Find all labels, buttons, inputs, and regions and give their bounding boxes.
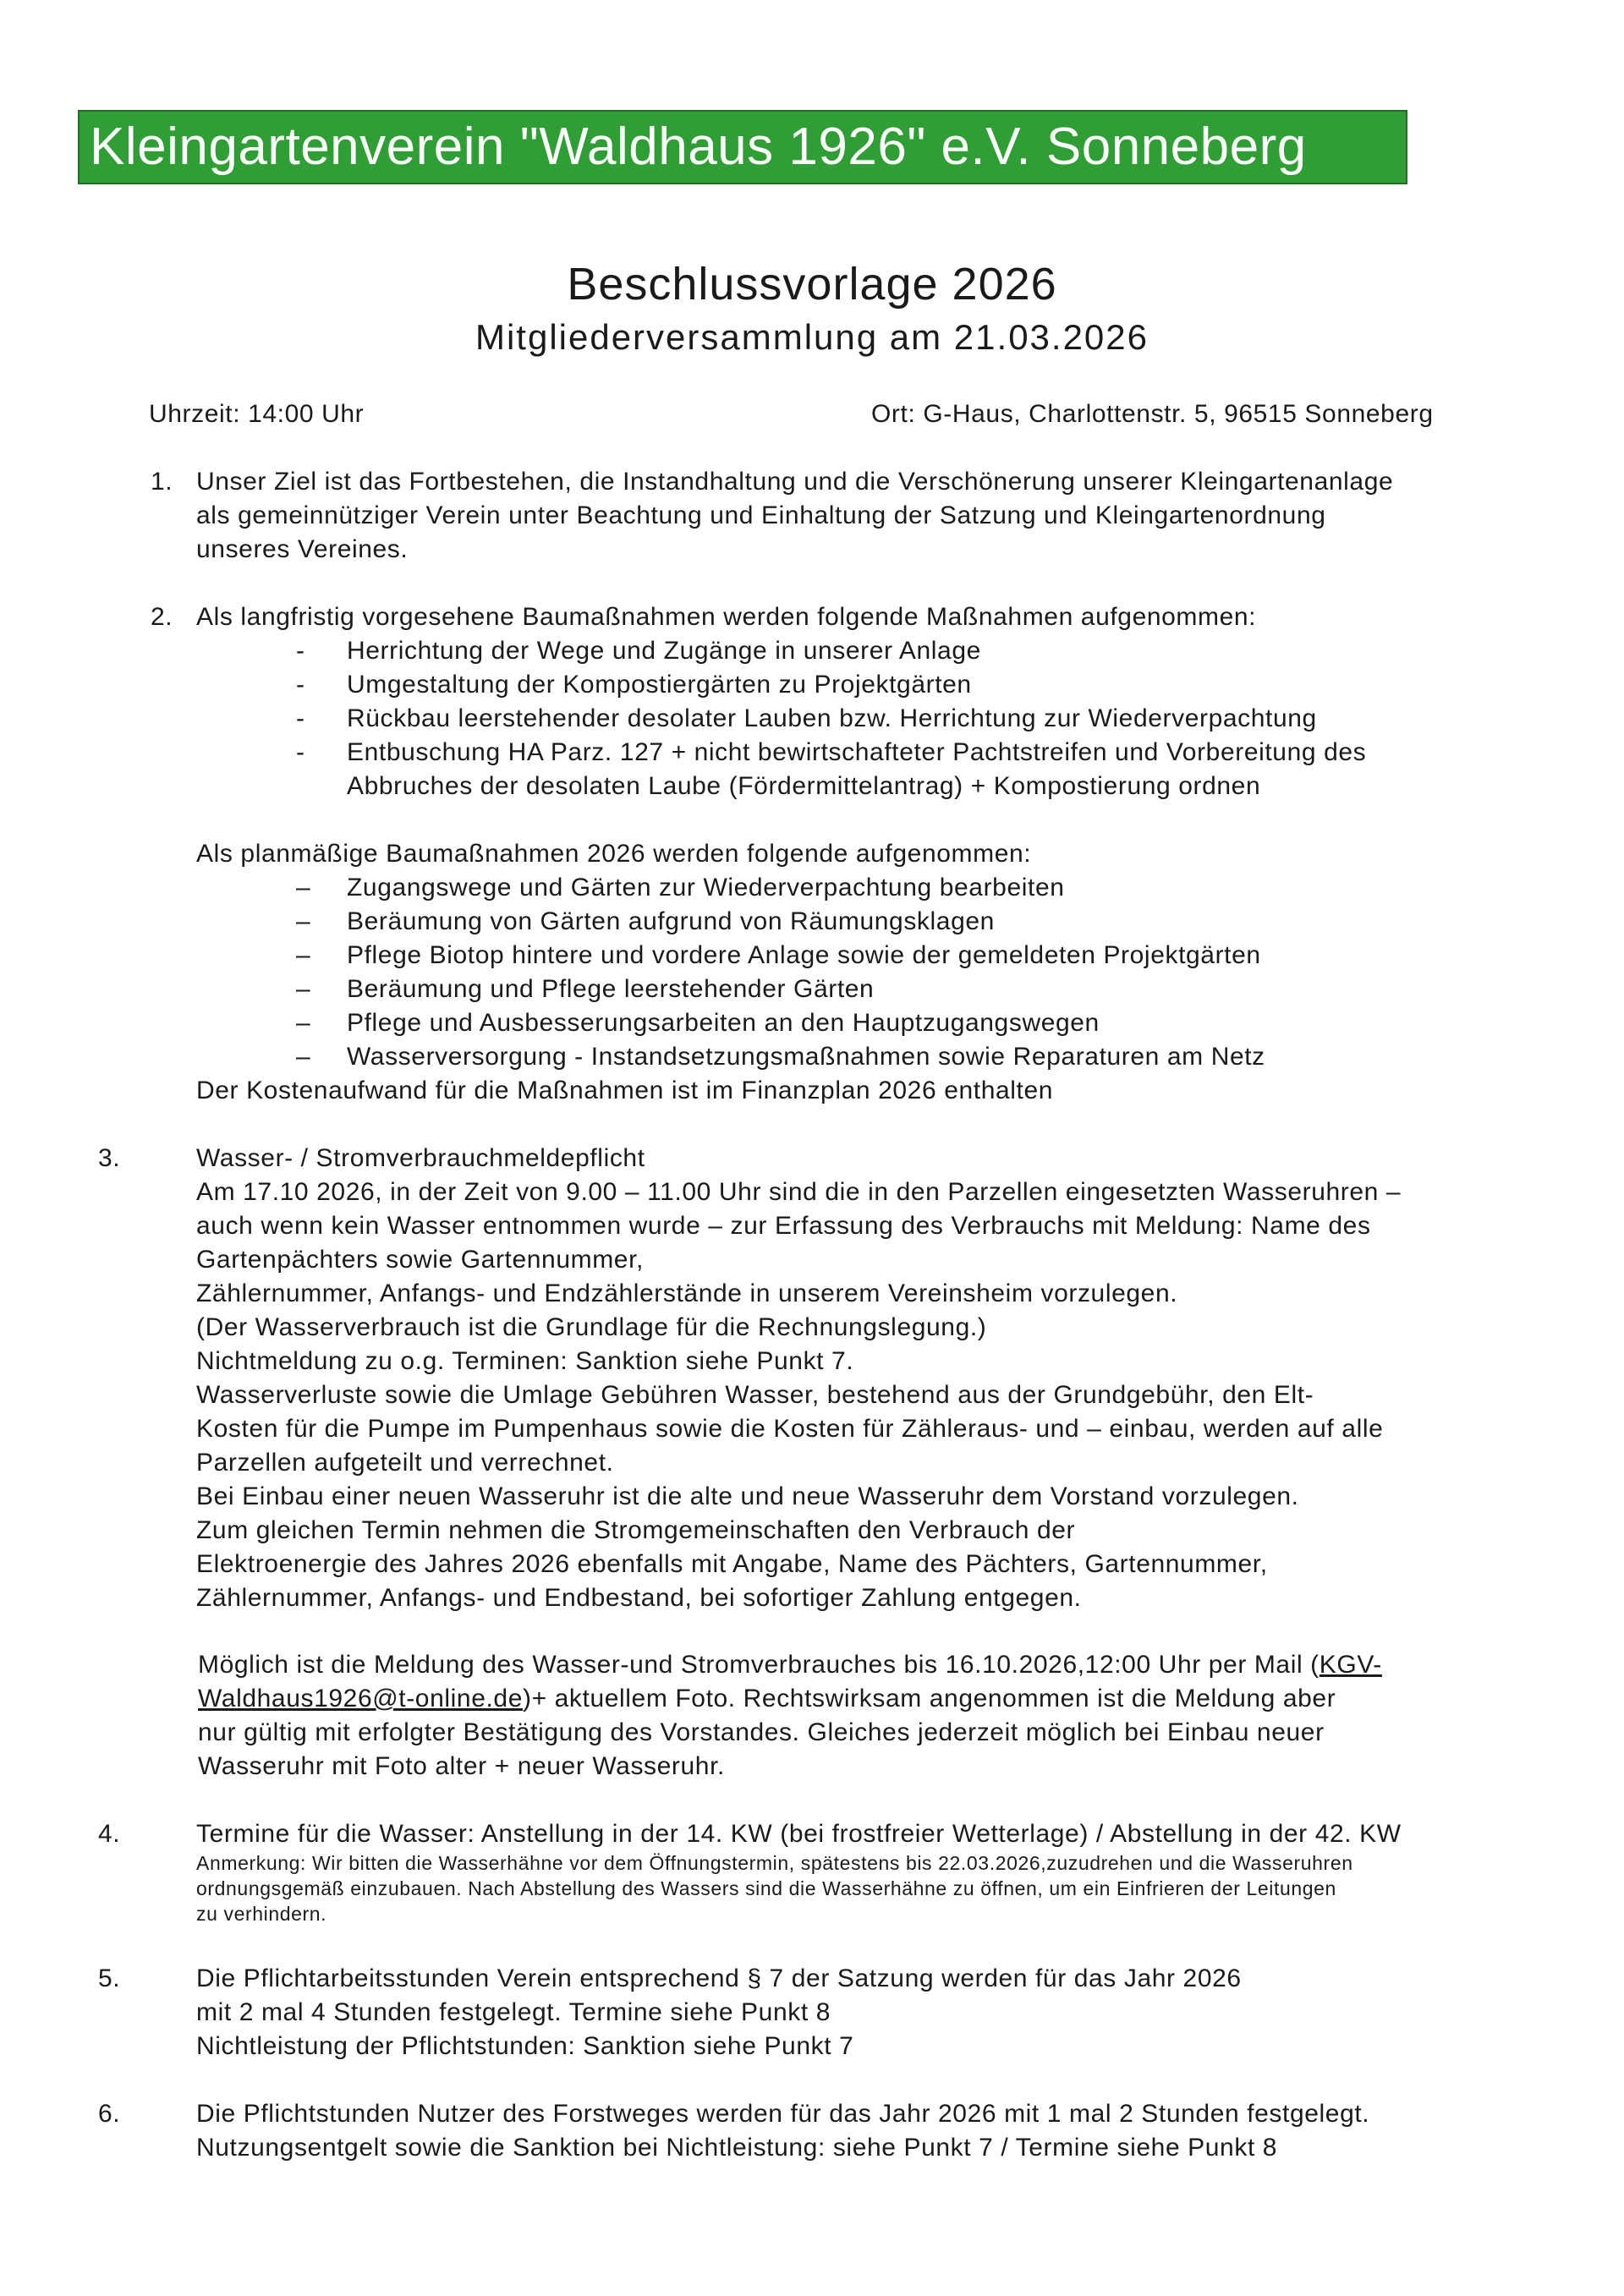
long-term-item: Herrichtung der Wege und Zugänge in unserer Anlage xyxy=(347,637,981,665)
bullet-dash: – xyxy=(296,941,311,969)
bullet-dash: - xyxy=(296,671,305,699)
section-3-line: Kosten für die Pumpe im Pumpenhaus sowie die Kosten für Zähleraus- und – einbau, werden auf alle xyxy=(196,1415,1384,1443)
section-3-line: Wasserverluste sowie die Umlage Gebühren Wasser, bestehend aus der Grundgebühr, den Elt- xyxy=(196,1381,1314,1409)
section-2-intro: Als langfristig vorgesehene Baumaßnahmen werden folgende Maßnahmen aufgenommen: xyxy=(196,603,1257,631)
meeting-place: Ort: G-Haus, Charlottenstr. 5, 96515 Sonneberg xyxy=(871,400,1434,428)
bullet-dash: – xyxy=(296,907,311,935)
planned-intro: Als planmäßige Baumaßnahmen 2026 werden folgende aufgenommen: xyxy=(196,840,1032,868)
meeting-time: Uhrzeit: 14:00 Uhr xyxy=(149,400,365,428)
club-name: Kleingartenverein "Waldhaus 1926" e.V. Sonneberg xyxy=(90,118,1307,176)
section-2-number: 2. xyxy=(151,603,173,631)
page-title: Beschlussvorlage 2026 xyxy=(567,259,1057,310)
section-3-line: Bei Einbau einer neuen Wasseruhr ist die alte und neue Wasseruhr dem Vorstand vorzulegen. xyxy=(196,1482,1299,1510)
section-4-note: zu verhindern. xyxy=(196,1903,327,1925)
section-4-note: ordnungsgemäß einzubauen. Nach Abstellung des Wassers sind die Wasserhähne zu öffnen, um ein Einfrieren der Leitungen xyxy=(196,1877,1336,1899)
section-3-line: Am 17.10 2026, in der Zeit von 9.00 – 11.00 Uhr sind die in den Parzellen eingesetzten Wasseruhren – xyxy=(196,1178,1402,1206)
email-link[interactable]: KGV- xyxy=(1319,1651,1382,1679)
bullet-dash: – xyxy=(296,975,311,1003)
mail-notice-text: )+ aktuellem Foto. Rechtswirksam angenommen ist die Meldung aber xyxy=(522,1685,1336,1712)
section-4-number: 4. xyxy=(98,1820,121,1848)
section-3-line: (Der Wasserverbrauch ist die Grundlage für die Rechnungslegung.) xyxy=(196,1313,987,1341)
planned-item: Wasserversorgung - Instandsetzungsmaßnahmen sowie Reparaturen am Netz xyxy=(347,1043,1265,1071)
planned-item: Pflege Biotop hintere und vordere Anlage sowie der gemeldeten Projektgärten xyxy=(347,941,1261,969)
section-5-line: Die Pflichtarbeitsstunden Verein entsprechend § 7 der Satzung werden für das Jahr 2026 xyxy=(196,1964,1242,1992)
section-3-line: Zählernummer, Anfangs- und Endbestand, bei sofortiger Zahlung entgegen. xyxy=(196,1584,1082,1612)
section-3-line: Nichtmeldung zu o.g. Terminen: Sanktion siehe Punkt 7. xyxy=(196,1347,854,1375)
section-4-note: Anmerkung: Wir bitten die Wasserhähne vor dem Öffnungstermin, spätestens bis 22.03.2026,zuzudrehen und die Wasseruhren xyxy=(196,1852,1353,1874)
mail-notice-text: Möglich ist die Meldung des Wasser-und Stromverbrauches bis 16.10.2026,12:00 Uhr per Mail ( xyxy=(198,1651,1320,1679)
bullet-dash: – xyxy=(296,1043,311,1071)
bullet-dash: - xyxy=(296,738,305,766)
section-6-line: Die Pflichtstunden Nutzer des Forstweges werden für das Jahr 2026 mit 1 mal 2 Stunden festgelegt. xyxy=(196,2100,1370,2128)
section-5-number: 5. xyxy=(98,1964,121,1992)
bullet-dash: - xyxy=(296,637,305,665)
planned-item: Zugangswege und Gärten zur Wiederverpachtung bearbeiten xyxy=(347,874,1065,901)
section-1-line: unseres Vereines. xyxy=(196,535,409,563)
planned-item: Beräumung von Gärten aufgrund von Räumungsklagen xyxy=(347,907,995,935)
cost-note: Der Kostenaufwand für die Maßnahmen ist im Finanzplan 2026 enthalten xyxy=(196,1077,1054,1104)
section-3-line: Gartenpächters sowie Gartennummer, xyxy=(196,1246,644,1274)
long-term-item: Rückbau leerstehender desolater Lauben bzw. Herrichtung zur Wiederverpachtung xyxy=(347,704,1317,732)
section-3-line: Zählernummer, Anfangs- und Endzählerstände in unserem Vereinsheim vorzulegen. xyxy=(196,1280,1178,1307)
section-3-line: Zum gleichen Termin nehmen die Stromgemeinschaften den Verbrauch der xyxy=(196,1516,1076,1544)
section-5-line: Nichtleistung der Pflichtstunden: Sanktion siehe Punkt 7 xyxy=(196,2032,854,2060)
section-6-number: 6. xyxy=(98,2100,121,2128)
section-3-heading: Wasser- / Stromverbrauchmeldepflicht xyxy=(196,1144,645,1172)
section-1-line: Unser Ziel ist das Fortbestehen, die Instandhaltung und die Verschönerung unserer Kleingartenanlage xyxy=(196,468,1394,496)
bullet-dash: – xyxy=(296,1009,311,1037)
section-1-line: als gemeinnütziger Verein unter Beachtung und Einhaltung der Satzung und Kleingartenordnung xyxy=(196,501,1326,529)
bullet-dash: – xyxy=(296,874,311,901)
planned-item: Pflege und Ausbesserungsarbeiten an den Hauptzugangswegen xyxy=(347,1009,1100,1037)
section-4-line: Termine für die Wasser: Anstellung in der 14. KW (bei frostfreier Wetterlage) / Abstellung in der 42. KW xyxy=(196,1820,1402,1848)
page-subtitle: Mitgliederversammlung am 21.03.2026 xyxy=(475,317,1149,357)
long-term-item-continued: Abbruches der desolaten Laube (Fördermittelantrag) + Kompostierung ordnen xyxy=(347,772,1261,800)
section-3-line: auch wenn kein Wasser entnommen wurde – zur Erfassung des Verbrauchs mit Meldung: Name des xyxy=(196,1212,1371,1240)
long-term-item: Umgestaltung der Kompostiergärten zu Projektgärten xyxy=(347,671,972,699)
section-5-line: mit 2 mal 4 Stunden festgelegt. Termine siehe Punkt 8 xyxy=(196,1998,831,2026)
section-3-number: 3. xyxy=(98,1144,121,1172)
long-term-item: Entbuschung HA Parz. 127 + nicht bewirtschafteter Pachtstreifen und Vorbereitung des xyxy=(347,738,1367,766)
section-1-number: 1. xyxy=(151,468,173,496)
email-link[interactable]: Waldhaus1926@t-online.de xyxy=(198,1685,523,1712)
planned-item: Beräumung und Pflege leerstehender Gärten xyxy=(347,975,875,1003)
mail-notice-line: Wasseruhr mit Foto alter + neuer Wasseruhr. xyxy=(198,1752,725,1780)
section-3-line: Parzellen aufgeteilt und verrechnet. xyxy=(196,1449,614,1477)
mail-notice-line xyxy=(198,1685,1336,1713)
bullet-dash: - xyxy=(296,704,305,732)
section-6-line: Nutzungsentgelt sowie die Sanktion bei Nichtleistung: siehe Punkt 7 / Termine siehe Punkt 8 xyxy=(196,2134,1278,2162)
mail-notice-line xyxy=(198,1651,1382,1680)
section-3-line: Elektroenergie des Jahres 2026 ebenfalls mit Angabe, Name des Pächters, Gartennummer, xyxy=(196,1550,1268,1578)
mail-notice-line: nur gültig mit erfolgter Bestätigung des Vorstandes. Gleiches jederzeit möglich bei Einbau neuer xyxy=(198,1718,1325,1746)
